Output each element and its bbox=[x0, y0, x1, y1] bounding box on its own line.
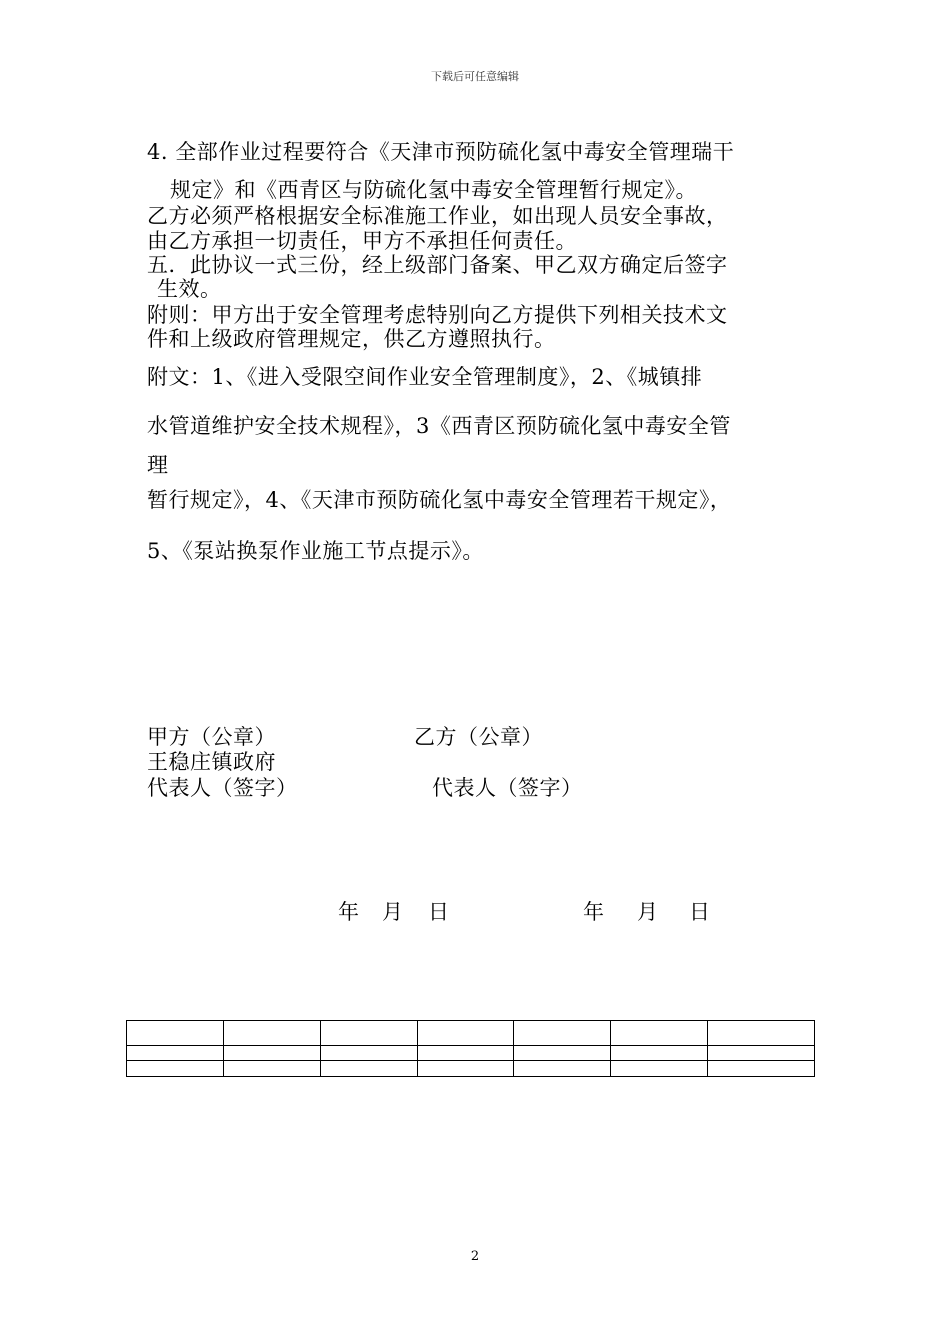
table-row bbox=[127, 1021, 815, 1046]
party-a-rep-label: 代表人（签字） bbox=[147, 776, 298, 800]
table-cell bbox=[320, 1061, 417, 1077]
body-line: 附则：甲方出于安全管理考虑特别向乙方提供下列相关技术文 bbox=[147, 303, 728, 327]
table-row bbox=[127, 1046, 815, 1061]
table-cell bbox=[127, 1021, 224, 1046]
page-number: 2 bbox=[470, 1249, 480, 1264]
party-b-rep-label: 代表人（签字） bbox=[432, 776, 583, 800]
table-cell bbox=[223, 1021, 320, 1046]
party-a-name: 王稳庄镇政府 bbox=[147, 750, 276, 774]
body-line: 水管道维护安全技术规程》，3《西青区预防硫化氢中毒安全管 bbox=[147, 414, 731, 438]
body-line: 生效。 bbox=[157, 277, 222, 301]
party-a-seal-label: 甲方（公章） bbox=[147, 725, 276, 749]
party-b-date-day: 日 bbox=[689, 900, 710, 924]
empty-grid-table bbox=[126, 1020, 815, 1077]
table-cell bbox=[127, 1061, 224, 1077]
body-line: 五．此协议一式三份，经上级部门备案、甲乙双方确定后签字 bbox=[147, 253, 728, 277]
body-line: 理 bbox=[147, 453, 169, 477]
party-a-date-day: 日 bbox=[428, 900, 449, 924]
table-row bbox=[127, 1061, 815, 1077]
body-line: 乙方必须严格根据安全标准施工作业，如出现人员安全事故， bbox=[147, 204, 728, 228]
table-cell bbox=[708, 1061, 815, 1077]
party-a-date-month: 月 bbox=[382, 900, 403, 924]
table-cell bbox=[514, 1046, 611, 1061]
body-line: 4. 全部作业过程要符合《天津市预防硫化氢中毒安全管理瑞干 bbox=[147, 140, 735, 164]
table-cell bbox=[223, 1046, 320, 1061]
table-cell bbox=[127, 1046, 224, 1061]
table-cell bbox=[611, 1061, 708, 1077]
table-cell bbox=[417, 1061, 514, 1077]
body-line: 由乙方承担一切责任，甲方不承担任何责任。 bbox=[147, 229, 577, 253]
body-line: 暂行规定》，4、《天津市预防硫化氢中毒安全管理若干规定》， bbox=[147, 488, 732, 512]
table-cell bbox=[320, 1046, 417, 1061]
party-b-date-month: 月 bbox=[637, 900, 658, 924]
body-line: 件和上级政府管理规定，供乙方遵照执行。 bbox=[147, 327, 556, 351]
table-cell bbox=[611, 1046, 708, 1061]
party-b-date-year: 年 bbox=[583, 900, 604, 924]
table-cell bbox=[417, 1046, 514, 1061]
table-cell bbox=[417, 1021, 514, 1046]
body-line: 规定》和《西青区与防硫化氢中毒安全管理暂行规定》。 bbox=[170, 178, 697, 202]
party-a-date-year: 年 bbox=[338, 900, 359, 924]
table-cell bbox=[514, 1061, 611, 1077]
body-line: 附文：1、《进入受限空间作业安全管理制度》，2、《城镇排 bbox=[147, 365, 703, 389]
table-cell bbox=[320, 1021, 417, 1046]
table-cell bbox=[708, 1021, 815, 1046]
party-b-seal-label: 乙方（公章） bbox=[414, 725, 543, 749]
table-cell bbox=[708, 1046, 815, 1061]
table-cell bbox=[223, 1061, 320, 1077]
body-line: 5、《泵站换泵作业施工节点提示》。 bbox=[147, 539, 484, 563]
table-cell bbox=[514, 1021, 611, 1046]
table-cell bbox=[611, 1021, 708, 1046]
page-header: 下载后可任意编辑 bbox=[431, 70, 519, 83]
